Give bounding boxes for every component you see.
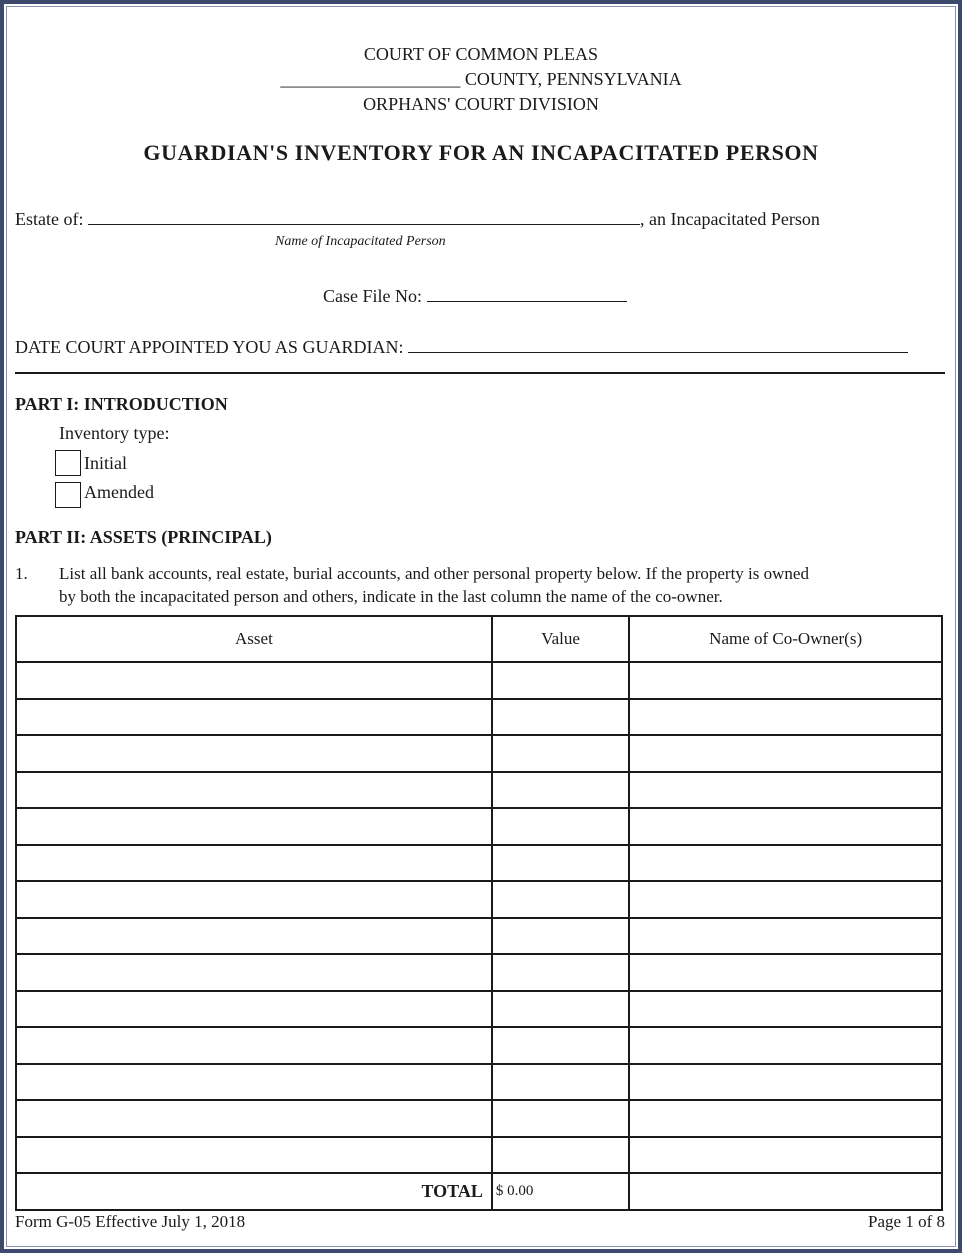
asset-cell[interactable]	[16, 1027, 492, 1064]
page-title: GUARDIAN'S INVENTORY FOR AN INCAPACITATED PERSON	[143, 140, 819, 165]
table-row	[16, 918, 942, 955]
table-row	[16, 1064, 942, 1101]
estate-name-field[interactable]	[88, 208, 640, 225]
inventory-type-label: Inventory type:	[59, 423, 170, 443]
total-row	[16, 1173, 942, 1210]
case-file-field[interactable]	[427, 285, 627, 302]
item-number: 1.	[15, 564, 28, 583]
value-cell[interactable]	[492, 881, 629, 918]
section-divider	[15, 372, 945, 374]
asset-cell[interactable]	[16, 881, 492, 918]
estate-line	[15, 208, 820, 230]
amended-checkbox[interactable]	[55, 482, 81, 508]
value-cell[interactable]	[492, 1137, 629, 1174]
co-owner-cell[interactable]	[629, 918, 942, 955]
asset-cell[interactable]	[16, 772, 492, 809]
case-file-line	[323, 285, 627, 307]
date-appointed-field[interactable]	[408, 336, 908, 353]
asset-cell[interactable]	[16, 699, 492, 736]
table-row	[16, 808, 942, 845]
county-line	[0, 69, 962, 90]
instruction-line-1: List all bank accounts, real estate, burial accounts, and other personal property below. If the property is owned	[59, 564, 809, 583]
table-row	[16, 954, 942, 991]
total-value: $ 0.00	[492, 1173, 629, 1210]
value-cell[interactable]	[492, 918, 629, 955]
value-cell[interactable]	[492, 954, 629, 991]
date-appointed-label: DATE COURT APPOINTED YOU AS GUARDIAN:	[15, 337, 404, 357]
court-name: COURT OF COMMON PLEAS	[363, 44, 599, 64]
asset-cell[interactable]	[16, 735, 492, 772]
part1-heading: PART I: INTRODUCTION	[15, 394, 228, 414]
header-asset: Asset	[16, 616, 492, 662]
asset-cell[interactable]	[16, 845, 492, 882]
co-owner-cell[interactable]	[629, 699, 942, 736]
estate-name-caption: Name of Incapacitated Person	[275, 234, 446, 249]
co-owner-cell[interactable]	[629, 1100, 942, 1137]
asset-cell[interactable]	[16, 918, 492, 955]
page-number: Page 1 of 8	[868, 1212, 945, 1231]
total-label: TOTAL	[16, 1173, 492, 1210]
value-cell[interactable]	[492, 699, 629, 736]
header-co-owner: Name of Co-Owner(s)	[629, 616, 942, 662]
asset-cell[interactable]	[16, 991, 492, 1028]
initial-checkbox[interactable]	[55, 450, 81, 476]
co-owner-cell[interactable]	[629, 808, 942, 845]
asset-cell[interactable]	[16, 1100, 492, 1137]
table-row	[16, 1137, 942, 1174]
total-co-owner-cell	[629, 1173, 942, 1210]
asset-cell[interactable]	[16, 1064, 492, 1101]
table-row	[16, 991, 942, 1028]
co-owner-cell[interactable]	[629, 1064, 942, 1101]
table-row	[16, 735, 942, 772]
case-file-label: Case File No:	[323, 286, 422, 306]
instruction-line-2: by both the incapacitated person and others, indicate in the last column the name of the co-owner.	[59, 587, 723, 606]
table-row	[16, 772, 942, 809]
date-appointed-line	[15, 336, 908, 358]
value-cell[interactable]	[492, 1100, 629, 1137]
asset-cell[interactable]	[16, 954, 492, 991]
value-cell[interactable]	[492, 1064, 629, 1101]
estate-suffix: , an Incapacitated Person	[639, 209, 820, 229]
table-row	[16, 1027, 942, 1064]
co-owner-cell[interactable]	[629, 954, 942, 991]
initial-option-label: Initial	[84, 453, 127, 473]
amended-option-label: Amended	[84, 482, 154, 502]
county-blank[interactable]: ____________________	[280, 69, 461, 89]
asset-cell[interactable]	[16, 1137, 492, 1174]
assets-table	[15, 615, 943, 1211]
table-row	[16, 662, 942, 699]
part2-heading: PART II: ASSETS (PRINCIPAL)	[15, 527, 272, 547]
value-cell[interactable]	[492, 845, 629, 882]
asset-cell[interactable]	[16, 662, 492, 699]
value-cell[interactable]	[492, 735, 629, 772]
asset-cell[interactable]	[16, 808, 492, 845]
table-header-row	[16, 616, 942, 662]
co-owner-cell[interactable]	[629, 662, 942, 699]
co-owner-cell[interactable]	[629, 772, 942, 809]
table-row	[16, 699, 942, 736]
estate-label: Estate of:	[15, 209, 84, 229]
value-cell[interactable]	[492, 991, 629, 1028]
co-owner-cell[interactable]	[629, 1027, 942, 1064]
value-cell[interactable]	[492, 772, 629, 809]
value-cell[interactable]	[492, 808, 629, 845]
value-cell[interactable]	[492, 662, 629, 699]
co-owner-cell[interactable]	[629, 845, 942, 882]
table-row	[16, 881, 942, 918]
county-suffix: COUNTY, PENNSYLVANIA	[460, 69, 682, 89]
co-owner-cell[interactable]	[629, 881, 942, 918]
co-owner-cell[interactable]	[629, 735, 942, 772]
division-name: ORPHANS' COURT DIVISION	[363, 94, 599, 114]
value-cell[interactable]	[492, 1027, 629, 1064]
table-row	[16, 845, 942, 882]
co-owner-cell[interactable]	[629, 1137, 942, 1174]
co-owner-cell[interactable]	[629, 991, 942, 1028]
form-id: Form G-05 Effective July 1, 2018	[15, 1212, 246, 1231]
table-row	[16, 1100, 942, 1137]
header-value: Value	[492, 616, 629, 662]
